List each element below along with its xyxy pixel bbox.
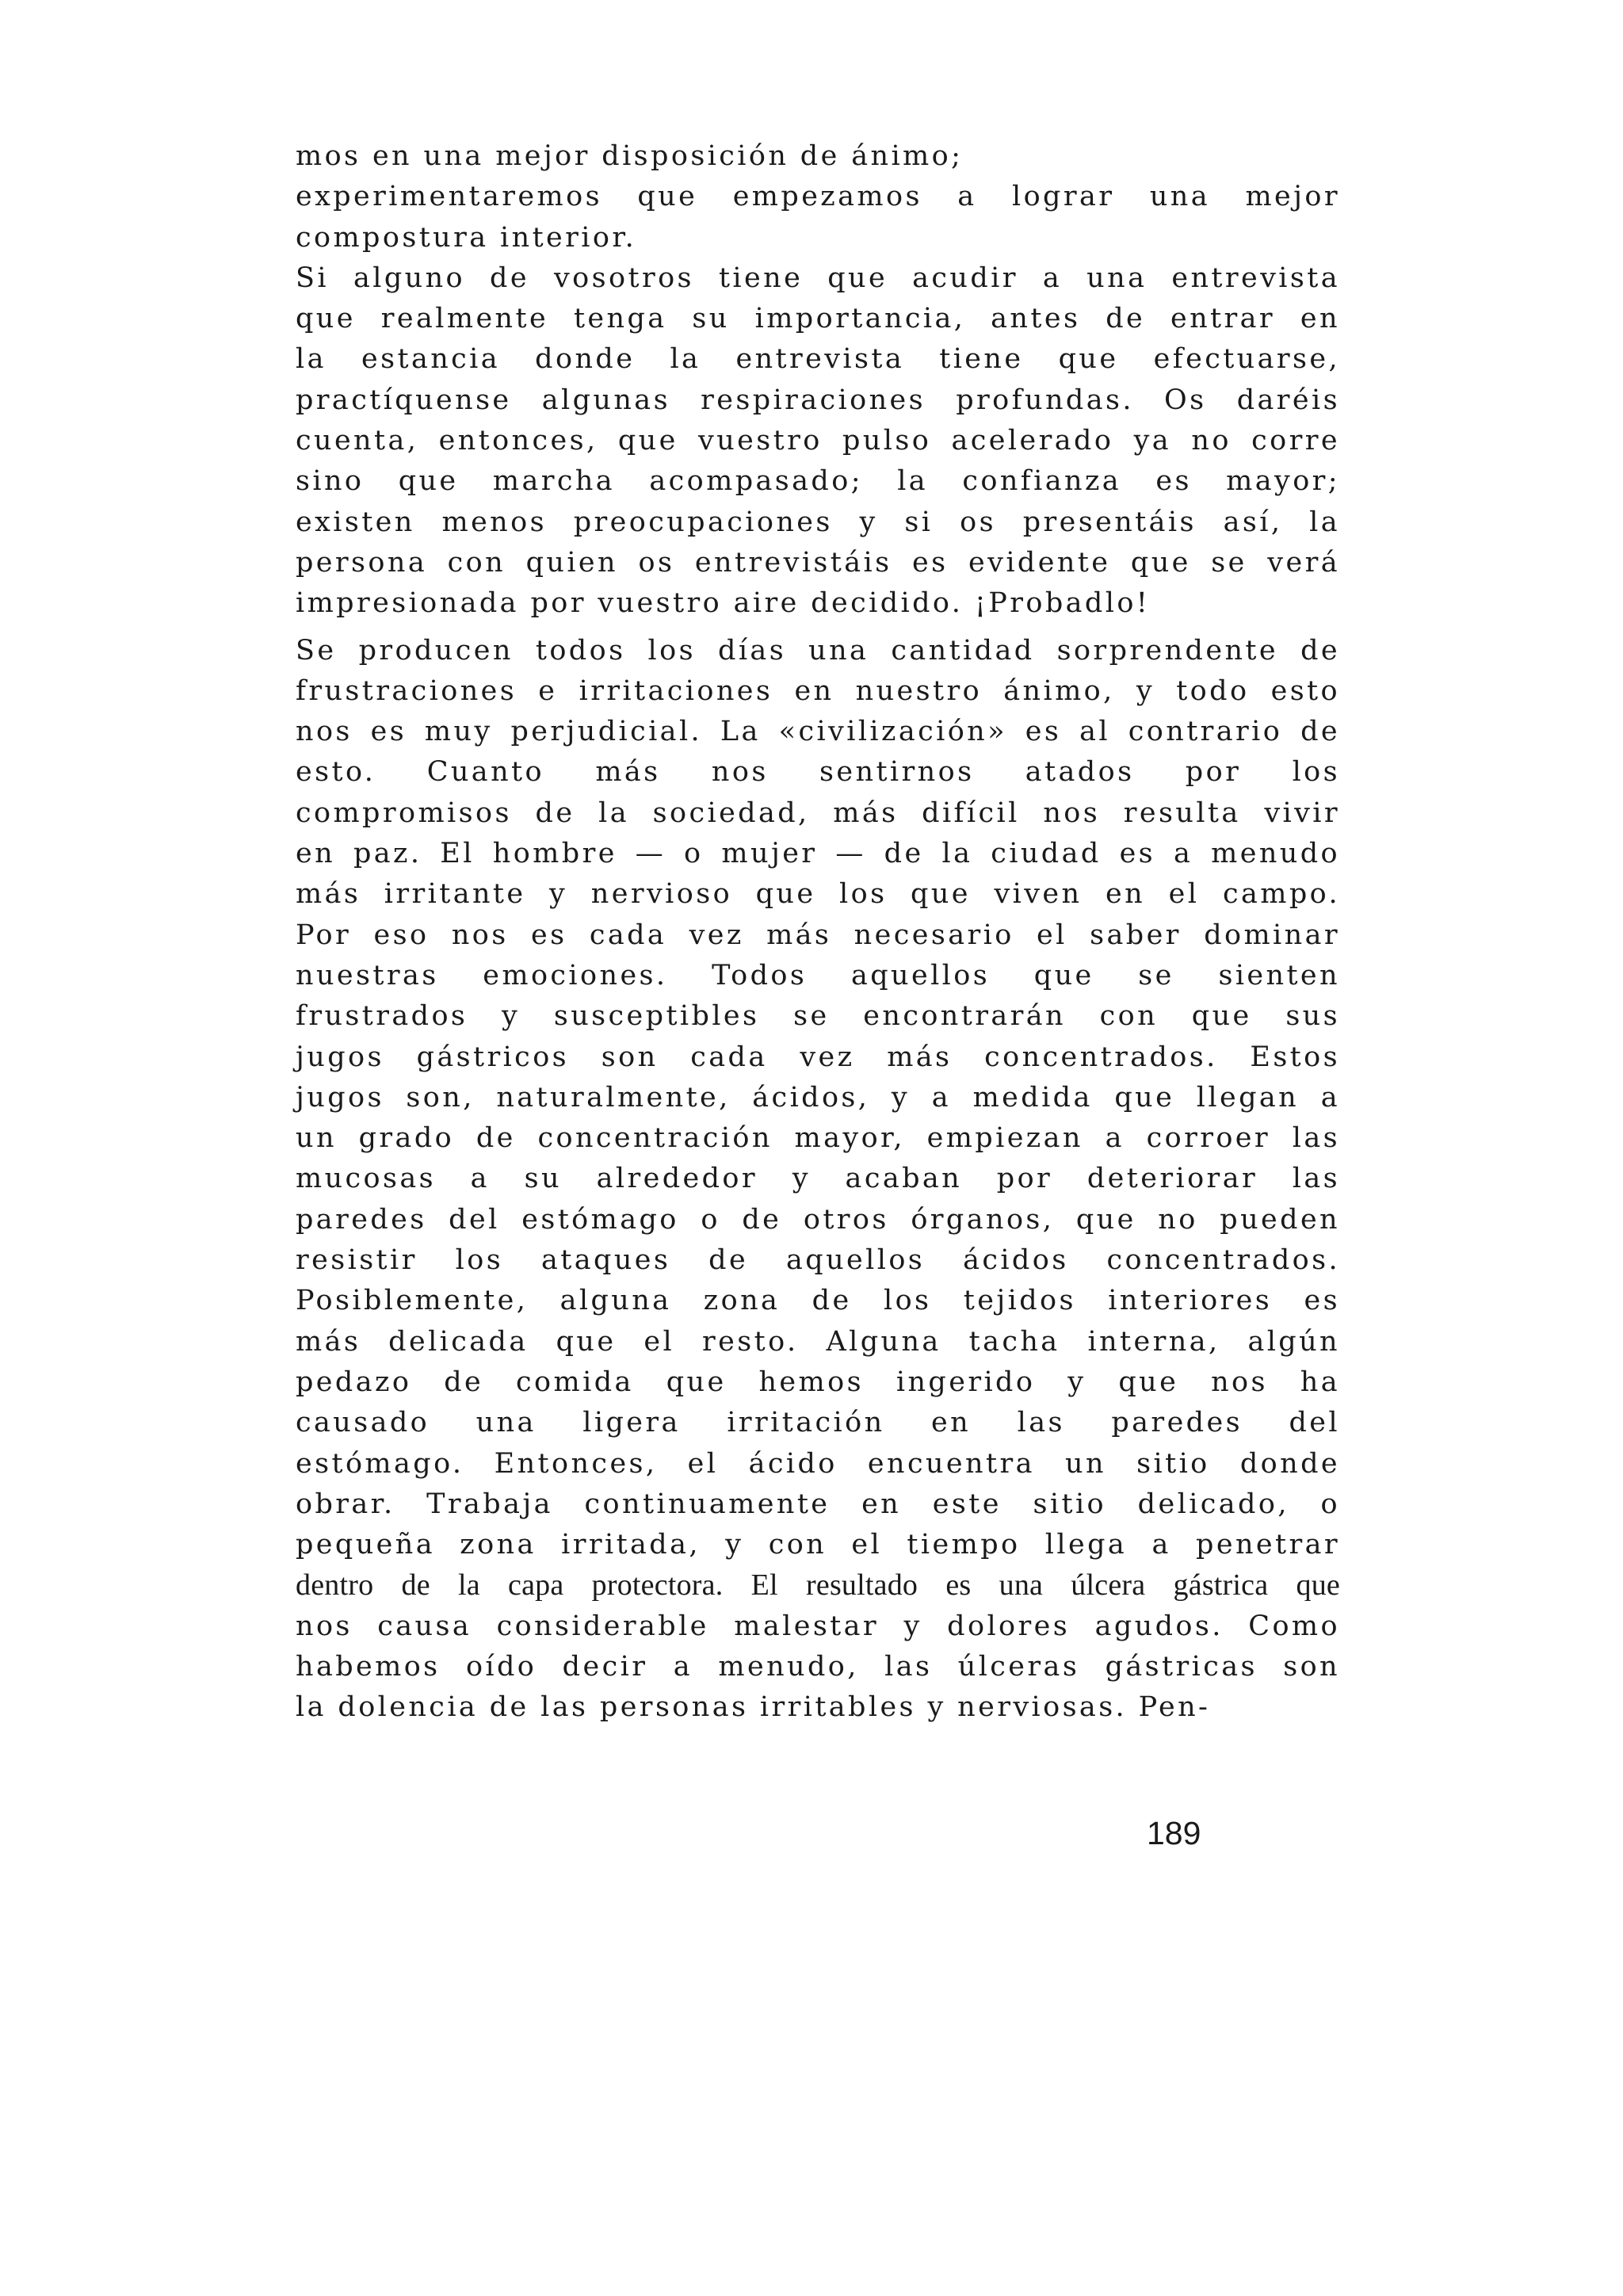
paragraph [296,631,1340,1729]
text-line: la dolencia de las personas irritables y nerviosas. Pen- [296,1691,1211,1724]
text-line: practíquense algunas respiraciones profundas. Os daréis [296,384,1340,416]
paragraph [296,258,1340,625]
text-line: un grado de concentración mayor, empiezan a corroer las [296,1122,1340,1155]
body-text [296,136,1340,1729]
text-line: cuenta, entonces, que vuestro pulso acelerado ya no corre [296,425,1340,457]
text-line: frustraciones e irritaciones en nuestro ánimo, y todo esto [296,674,1340,707]
text-line: Si alguno de vosotros tiene que acudir a una entrevista [296,262,1340,294]
text-line: pedazo de comida que hemos ingerido y que nos ha [296,1366,1340,1398]
text-line: pequeña zona irritada, y con el tiempo llega a penetrar [296,1529,1340,1561]
text-line: frustrados y susceptibles se encontrarán con que sus [296,1000,1340,1033]
text-line: Posiblemente, alguna zona de los tejidos interiores es [296,1285,1340,1317]
text-line: mos en una mejor disposición de ánimo; [296,140,964,172]
text-line: nos causa considerable malestar y dolores agudos. Como [296,1610,1340,1642]
text-line: causado una ligera irritación en las paredes del [296,1407,1340,1439]
text-line: la estancia donde la entrevista tiene que efectuarse, [296,343,1340,376]
paragraph [296,136,1340,258]
text-line: habemos oído decir a menudo, las úlceras gástricas son [296,1650,1340,1683]
text-line: más delicada que el resto. Alguna tacha interna, algún [296,1325,1340,1358]
text-line: nos es muy perjudicial. La «civilización» es al contrario de [296,716,1340,748]
text-line: compostura interior. [296,221,637,254]
text-line: experimentaremos que empezamos a lograr una mejor [296,181,1340,213]
text-line: Por eso nos es cada vez más necesario el saber dominar [296,919,1340,951]
text-line: esto. Cuanto más nos sentirnos atados por los [296,756,1340,789]
page-number: 189 [1147,1815,1201,1851]
text-line: obrar. Trabaja continuamente en este sitio delicado, o [296,1488,1340,1520]
text-line: dentro de la capa protectora. El resultado es una úlcera gástrica que [296,1568,1340,1603]
paragraph-gap [296,625,1340,631]
text-line: más irritante y nervioso que los que viven en el campo. [296,878,1340,911]
text-line: en paz. El hombre — o mujer — de la ciudad es a menudo [296,838,1340,870]
text-line: que realmente tenga su importancia, antes de entrar en [296,303,1340,335]
text-line: jugos gástricos son cada vez más concentrados. Estos [296,1041,1340,1073]
text-line: compromisos de la sociedad, más difícil nos resulta vivir [296,797,1340,829]
text-line: persona con quien os entrevistáis es evidente que se verá [296,546,1340,579]
text-line: mucosas a su alrededor y acaban por deteriorar las [296,1163,1340,1195]
text-line: sino que marcha acompasado; la confianza es mayor; [296,465,1340,498]
text-line: Se producen todos los días una cantidad sorprendente de [296,634,1340,667]
text-line: existen menos preocupaciones y si os presentáis así, la [296,506,1340,538]
text-line: resistir los ataques de aquellos ácidos concentrados. [296,1244,1340,1277]
text-line: paredes del estómago o de otros órganos, que no pueden [296,1203,1340,1236]
text-line: impresionada por vuestro aire decidido. ¡Probadlo! [296,587,1151,620]
text-line: nuestras emociones. Todos aquellos que se sienten [296,959,1340,991]
text-line: estómago. Entonces, el ácido encuentra un sitio donde [296,1447,1340,1480]
text-line: jugos son, naturalmente, ácidos, y a medida que llegan a [296,1081,1340,1114]
